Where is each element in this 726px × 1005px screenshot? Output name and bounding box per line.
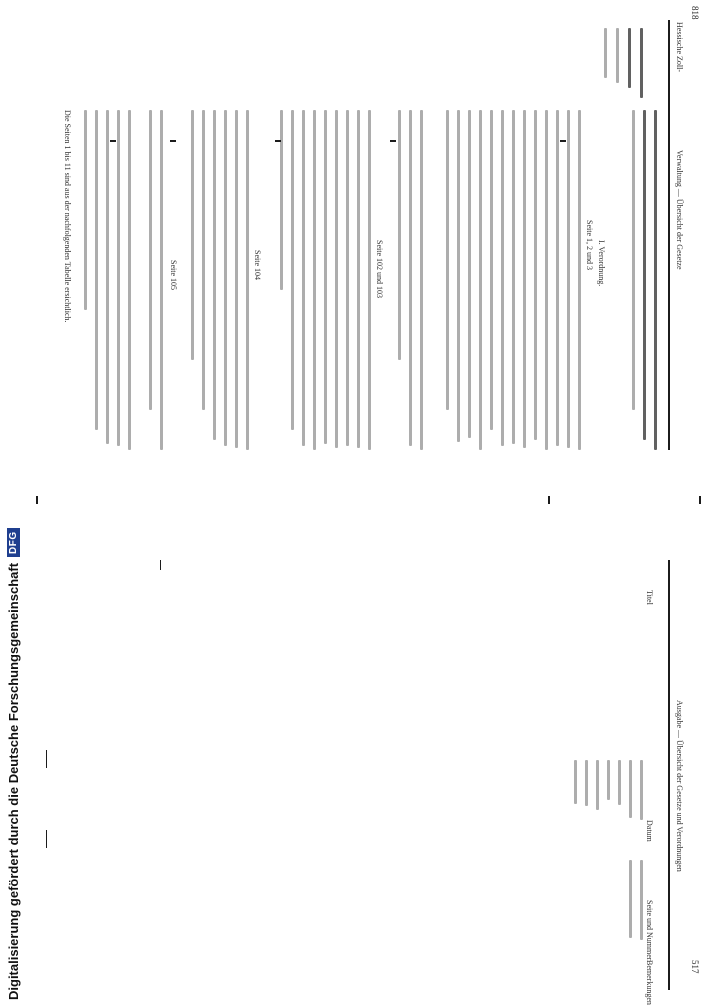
center-separator-mark xyxy=(699,496,701,504)
left-subheading-2: Seite 102 und 103 xyxy=(375,240,384,298)
dfg-logo: DFG xyxy=(7,528,20,557)
table-rule xyxy=(160,560,161,570)
top-page-number: 818 xyxy=(690,6,700,20)
dash-marker xyxy=(390,140,396,142)
center-separator-mark xyxy=(548,496,550,504)
dash-marker xyxy=(560,140,566,142)
table-rule xyxy=(46,830,47,848)
left-subheading-3: Seite 104 xyxy=(253,250,262,280)
table-rule xyxy=(46,750,47,768)
left-page-header-center: Verwaltung — Übersicht der Gesetze xyxy=(675,150,684,270)
right-header-rule xyxy=(668,560,670,990)
right-page-header: Ausgabe — Übersicht der Gesetze und Verordnungen xyxy=(675,700,684,872)
center-separator-mark xyxy=(36,496,38,504)
dfg-funding-banner xyxy=(6,528,21,1000)
left-header-rule xyxy=(668,20,670,450)
right-column-3: Seite und Nummer xyxy=(645,900,654,961)
dash-marker xyxy=(110,140,116,142)
dash-marker xyxy=(275,140,281,142)
bottom-page-number: 517 xyxy=(690,960,700,974)
banner-text: Digitalisierung gefördert durch die Deutsche Forschungsgemeinschaft xyxy=(6,562,21,1000)
left-page-header-left: Hessische Zoll- xyxy=(675,22,684,72)
right-column-1: Titel xyxy=(645,590,654,605)
dash-marker xyxy=(170,140,176,142)
left-section-title: I. Verordnung. xyxy=(597,240,606,287)
left-subheading-4: Seite 105 xyxy=(169,260,178,290)
right-column-4: Bemerkungen xyxy=(645,960,654,1005)
right-column-2: Datum xyxy=(645,820,654,842)
left-footer-line: Die Seiten 1 bis 11 sind aus der nachfolgenden Tabelle ersichtlich. xyxy=(63,110,72,323)
left-subheading-1: Seite 1, 2 und 3 xyxy=(585,220,594,270)
